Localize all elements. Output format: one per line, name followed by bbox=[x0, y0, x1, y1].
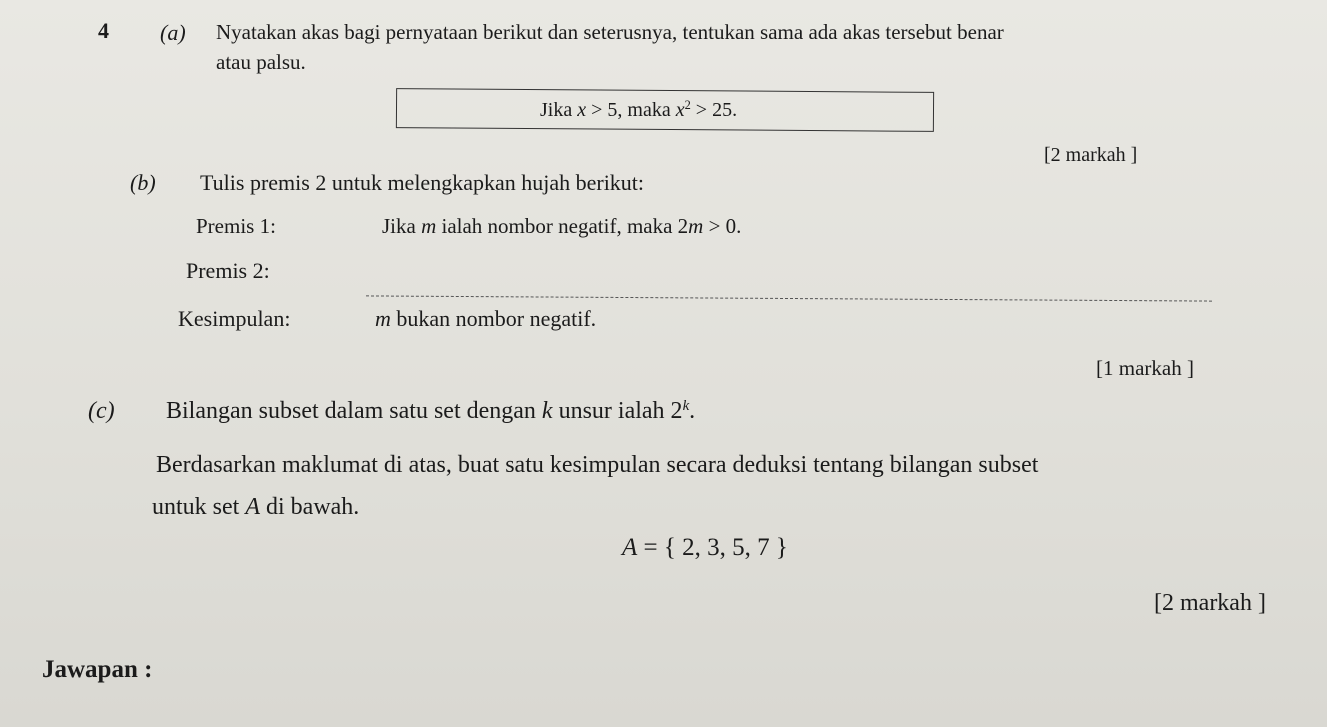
part-c-line3: untuk set A di bawah. bbox=[152, 494, 360, 520]
kesimpulan-text: m bukan nombor negatif. bbox=[375, 306, 597, 331]
premis-1-label: Premis 1: bbox=[196, 214, 276, 238]
part-a-mark: [2 markah ] bbox=[1044, 144, 1138, 166]
kesimpulan-label: Kesimpulan: bbox=[178, 306, 291, 331]
part-c-mark: [2 markah ] bbox=[1154, 590, 1266, 616]
part-a-label: (a) bbox=[160, 20, 186, 45]
part-c-line1: Bilangan subset dalam satu set dengan k unsur ialah 2$^k$. bbox=[166, 397, 696, 424]
premis-1-text: Jika m ialah nombor negatif, maka 2m > 0. bbox=[382, 214, 742, 238]
part-a-instruction-line2: atau palsu. bbox=[216, 50, 306, 74]
part-b-instruction: Tulis premis 2 untuk melengkapkan hujah berikut: bbox=[200, 170, 645, 195]
part-b-label: (b) bbox=[130, 170, 156, 195]
question-number: 4 bbox=[98, 18, 109, 43]
part-a-instruction-line1: Nyatakan akas bagi pernyataan berikut dan seterusnya, tentukan sama ada akas tersebut benar bbox=[216, 20, 1004, 44]
set-a-equation: A = { 2, 3, 5, 7 } bbox=[622, 534, 788, 561]
premis-2-answer-line[interactable] bbox=[366, 295, 1212, 301]
answer-label: Jawapan : bbox=[42, 656, 153, 683]
part-b-mark: [1 markah ] bbox=[1096, 356, 1194, 380]
part-a-statement: Jika x > 5, maka $x^2 > 25$. bbox=[540, 98, 738, 121]
premis-2-label: Premis 2: bbox=[186, 258, 270, 283]
part-c-label: (c) bbox=[88, 398, 115, 424]
part-c-line2: Berdasarkan maklumat di atas, buat satu kesimpulan secara deduksi tentang bilangan subset bbox=[156, 452, 1039, 478]
